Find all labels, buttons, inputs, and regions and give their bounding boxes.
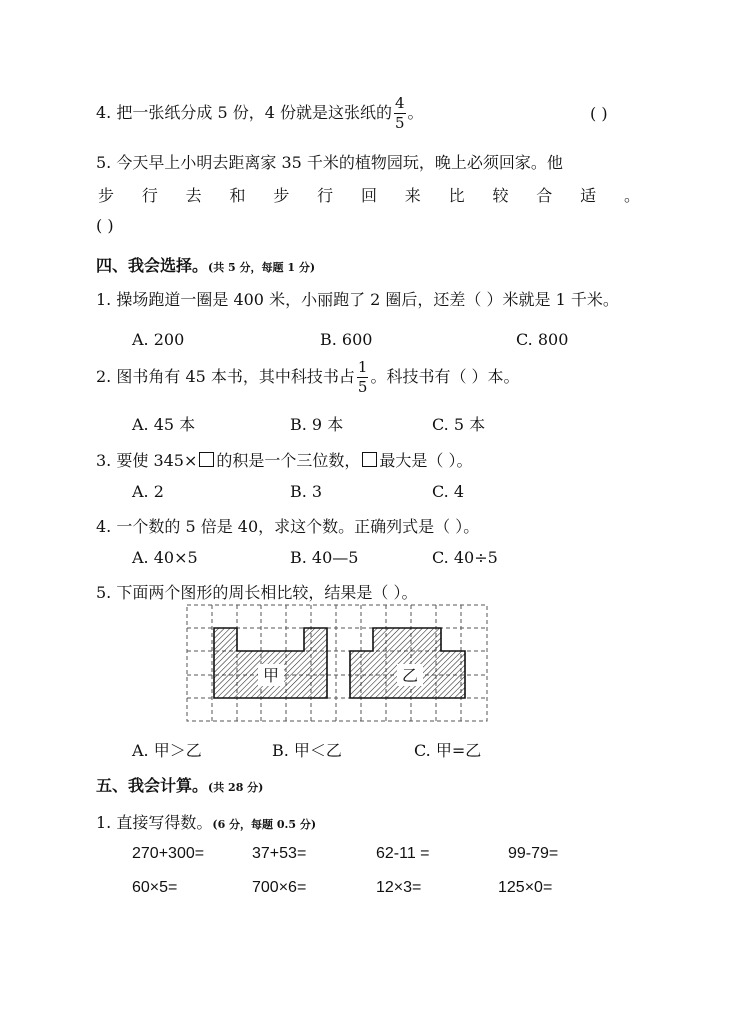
blank-square-icon bbox=[362, 452, 377, 467]
s4-q2-option-b[interactable]: B. 9 本 bbox=[290, 415, 344, 434]
s4-q5-text: 5. 下面两个图形的周长相比较，结果是（ ）。 bbox=[96, 583, 418, 602]
shape-jia bbox=[214, 628, 327, 698]
judge-q5-bracket[interactable]: ( ) bbox=[96, 216, 114, 235]
s4-q1-option-c[interactable]: C. 800 bbox=[516, 330, 569, 349]
shape-yi bbox=[350, 628, 465, 698]
s4-q5-option-b[interactable]: B. 甲＜乙 bbox=[272, 741, 342, 760]
s4-q3-option-a[interactable]: A. 2 bbox=[132, 482, 164, 501]
judge-q4: 4. 把一张纸分成 5 份，4 份就是这张纸的 $\frac{4}{5}$ 。 bbox=[96, 94, 424, 132]
blank-square-icon bbox=[199, 452, 214, 467]
judge-q5-line1: 5. 今天早上小明去距离家 35 千米的植物园玩，晚上必须回家。他 bbox=[96, 153, 563, 172]
s4-q2-option-a[interactable]: A. 45 本 bbox=[132, 415, 196, 434]
calc-item[interactable]: 125×0= bbox=[498, 879, 553, 896]
perimeter-grid-figure bbox=[186, 604, 488, 722]
s4-q1-option-a[interactable]: A. 200 bbox=[132, 330, 185, 349]
s4-q5-option-c[interactable]: C. 甲=乙 bbox=[414, 741, 482, 760]
section5-heading: 五、我会计算。(共 28 分) bbox=[96, 776, 264, 795]
s4-q2-option-c[interactable]: C. 5 本 bbox=[432, 415, 486, 434]
shape-jia-label: 甲 bbox=[262, 666, 280, 685]
fraction-4-5: $\frac{4}{5}$ bbox=[394, 94, 405, 132]
shape-yi-label: 乙 bbox=[401, 666, 419, 685]
calc-item[interactable]: 60×5= bbox=[132, 879, 178, 896]
s4-q4-option-b[interactable]: B. 40—5 bbox=[290, 548, 359, 567]
calc-item[interactable]: 270+300= bbox=[132, 845, 205, 862]
s4-q4-option-c[interactable]: C. 40÷5 bbox=[432, 548, 498, 567]
calc-item[interactable]: 62-11 = bbox=[376, 845, 430, 862]
judge-q4-bracket[interactable]: ( ) bbox=[590, 104, 608, 123]
s4-q3-option-b[interactable]: B. 3 bbox=[290, 482, 323, 501]
calc-item[interactable]: 99-79= bbox=[508, 845, 559, 862]
section4-heading: 四、我会选择。(共 5 分，每题 1 分) bbox=[96, 256, 316, 275]
fraction-1-5: $\frac{1}{5}$ bbox=[357, 358, 368, 396]
calc-item[interactable]: 12×3= bbox=[376, 879, 422, 896]
s4-q2-text: 2. 图书角有 45 本书，其中科技书占 $\frac{1}{5}$ 。科技书有（ ）本。 bbox=[96, 358, 520, 396]
s4-q4-option-a[interactable]: A. 40×5 bbox=[132, 548, 198, 567]
s4-q5-option-a[interactable]: A. 甲＞乙 bbox=[132, 741, 202, 760]
s4-q3-option-c[interactable]: C. 4 bbox=[432, 482, 465, 501]
s4-q4-text: 4. 一个数的 5 倍是 40，求这个数。正确列式是（ ）。 bbox=[96, 517, 480, 536]
calc-item[interactable]: 700×6= bbox=[252, 879, 307, 896]
s4-q1-option-b[interactable]: B. 600 bbox=[320, 330, 373, 349]
s4-q3-text: 3. 要使 345× 的积是一个三位数， 最大是（ ）。 bbox=[96, 451, 473, 470]
calc-item[interactable]: 37+53= bbox=[252, 845, 307, 862]
judge-q5-line2: 步 行 去 和 步 行 回 来 比 较 合 适 。 bbox=[98, 186, 640, 205]
s4-q1-text: 1. 操场跑道一圈是 400 米，小丽跑了 2 圈后，还差（ ）米就是 1 千米。 bbox=[96, 290, 619, 309]
s5-q1-heading: 1. 直接写得数。(6 分，每题 0.5 分) bbox=[96, 813, 317, 832]
